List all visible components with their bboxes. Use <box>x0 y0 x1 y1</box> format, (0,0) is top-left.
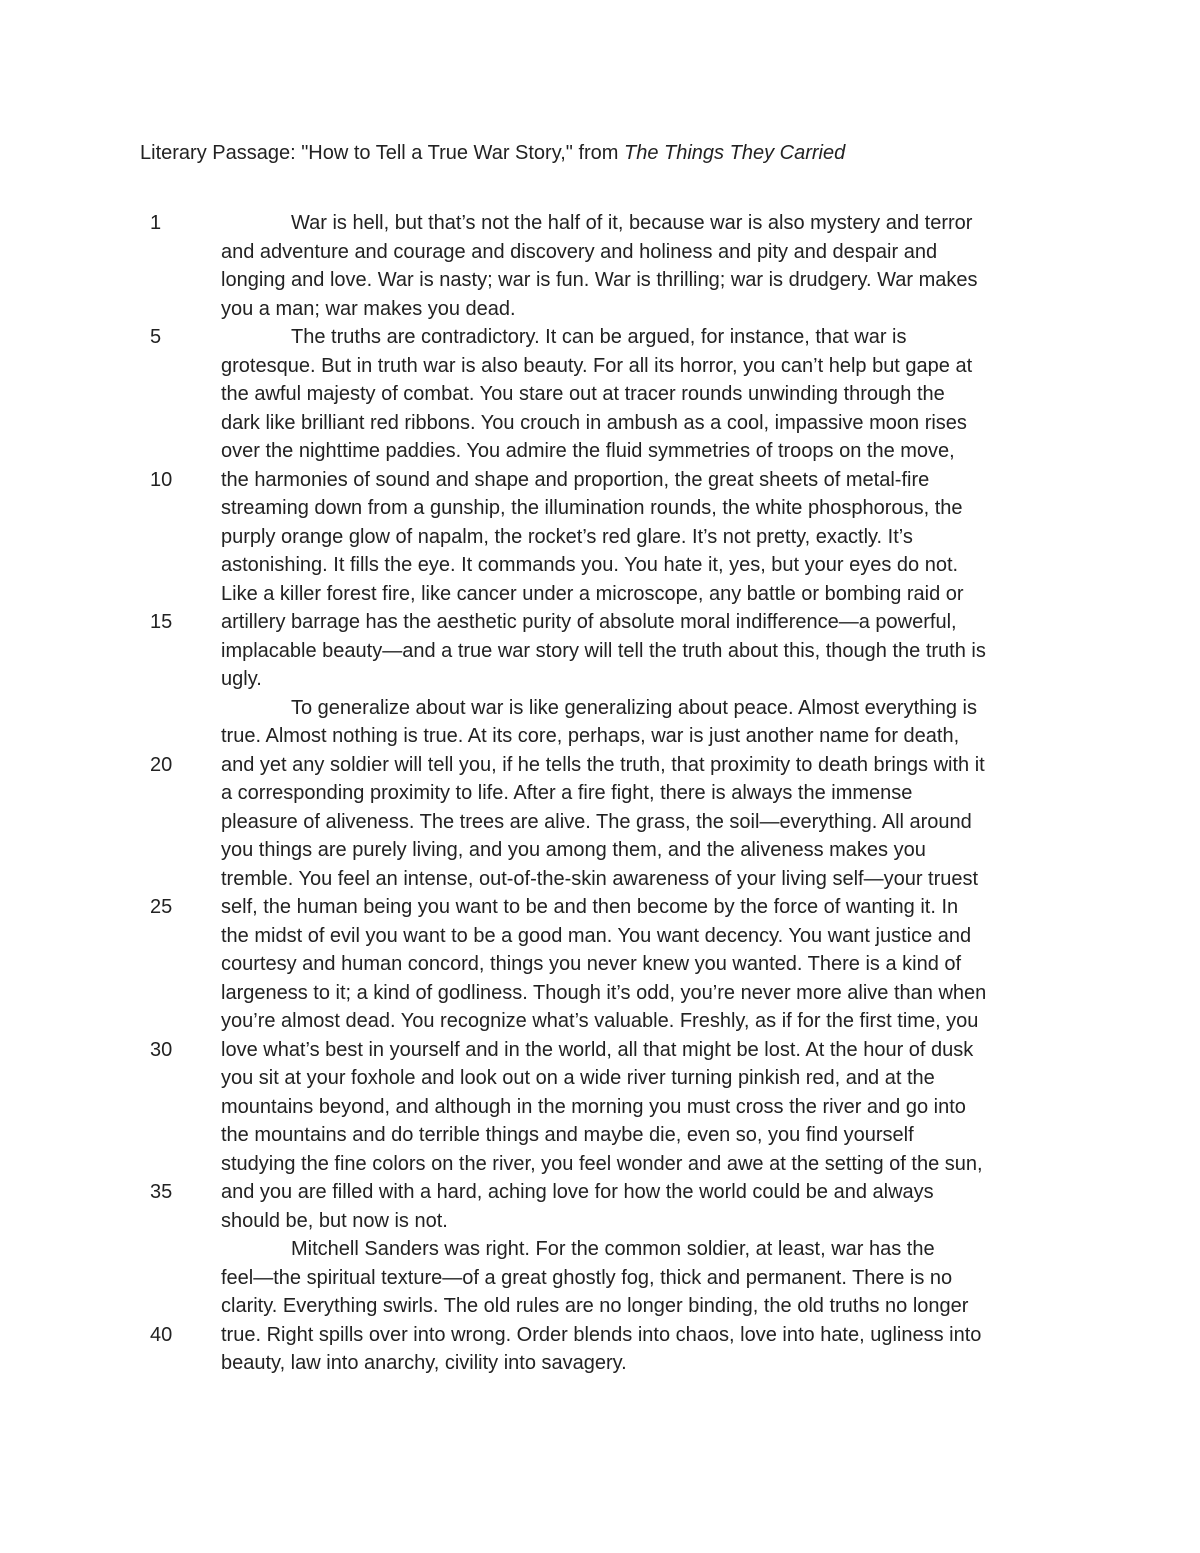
line-number: 25 <box>150 896 173 918</box>
line-text: self, the human being you want to be and then become by the force of wanting it. In <box>221 896 959 918</box>
passage-line <box>0 1150 1200 1179</box>
line-text: tremble. You feel an intense, out-of-the-skin awareness of your living self—your truest <box>221 867 979 890</box>
line-text: you’re almost dead. You recognize what’s valuable. Freshly, as if for the first time, you <box>221 1010 979 1032</box>
line-text: Like a killer forest fire, like cancer under a microscope, any battle or bombing raid or <box>221 582 964 605</box>
passage-line <box>0 1121 1200 1150</box>
passage-line <box>0 722 1200 751</box>
passage-line <box>0 1178 1200 1207</box>
line-text: over the nighttime paddies. You admire the fluid symmetries of troops on the move, <box>221 440 955 462</box>
passage-line <box>0 494 1200 523</box>
line-number: 30 <box>150 1038 173 1061</box>
line-number: 15 <box>150 611 173 633</box>
passage-line <box>0 893 1200 922</box>
line-text: the midst of evil you want to be a good man. You want decency. You want justice and <box>221 924 972 947</box>
passage-line <box>0 409 1200 438</box>
line-text: feel—the spiritual texture—of a great ghostly fog, thick and permanent. There is no <box>221 1266 953 1289</box>
line-text: clarity. Everything swirls. The old rules are no longer binding, the old truths no longer <box>221 1295 969 1317</box>
passage-line <box>0 779 1200 808</box>
passage-line <box>0 380 1200 409</box>
page-title <box>140 139 845 167</box>
line-text: studying the fine colors on the river, you feel wonder and awe at the setting of the sun, <box>221 1152 983 1175</box>
passage-line <box>0 551 1200 580</box>
passage-line <box>0 637 1200 666</box>
passage-line <box>0 266 1200 295</box>
line-text: The truths are contradictory. It can be argued, for instance, that war is <box>291 326 907 348</box>
passage-line <box>0 665 1200 694</box>
title-prefix: Literary Passage: "How to Tell a True War Story," from <box>140 142 624 164</box>
line-text: you sit at your foxhole and look out on a wide river turning pinkish red, and at the <box>221 1067 935 1089</box>
passage-line <box>0 694 1200 723</box>
line-text: a corresponding proximity to life. After a fire fight, there is always the immense <box>221 782 913 804</box>
passage-line <box>0 608 1200 637</box>
passage-line <box>0 238 1200 267</box>
line-number: 35 <box>150 1181 173 1203</box>
line-number: 5 <box>150 326 162 348</box>
line-text: the awful majesty of combat. You stare out at tracer rounds unwinding through the <box>221 383 945 405</box>
line-text: courtesy and human concord, things you never knew you wanted. There is a kind of <box>221 953 962 975</box>
line-text: true. Right spills over into wrong. Order blends into chaos, love into hate, ugliness into <box>221 1323 982 1346</box>
line-text: artillery barrage has the aesthetic purity of absolute moral indifference—a powerful, <box>221 611 957 633</box>
line-text: astonishing. It fills the eye. It commands you. You hate it, yes, but your eyes do not. <box>221 554 959 576</box>
passage-line <box>0 1036 1200 1065</box>
passage-line <box>0 1349 1200 1378</box>
passage-line <box>0 1007 1200 1036</box>
passage-line <box>0 1235 1200 1264</box>
line-text: and adventure and courage and discovery and holiness and pity and despair and <box>221 240 938 263</box>
passage-body <box>0 209 1200 1378</box>
line-number: 1 <box>150 212 162 234</box>
passage-line <box>0 352 1200 381</box>
passage-line <box>0 808 1200 837</box>
line-text: and yet any soldier will tell you, if he tells the truth, that proximity to death brings with it <box>221 753 985 776</box>
line-text: and you are filled with a hard, aching love for how the world could be and always <box>221 1181 934 1203</box>
passage-line <box>0 922 1200 951</box>
passage-line <box>0 1321 1200 1350</box>
line-text: pleasure of aliveness. The trees are alive. The grass, the soil—everything. All around <box>221 810 972 833</box>
passage-line <box>0 751 1200 780</box>
line-text: streaming down from a gunship, the illumination rounds, the white phosphorous, the <box>221 497 963 519</box>
line-text: the mountains and do terrible things and maybe die, even so, you find yourself <box>221 1124 914 1146</box>
line-number: 40 <box>150 1323 173 1346</box>
passage-line <box>0 1093 1200 1122</box>
line-text: To generalize about war is like generalizing about peace. Almost everything is <box>291 696 977 719</box>
passage-line <box>0 1264 1200 1293</box>
passage-line <box>0 580 1200 609</box>
line-text: the harmonies of sound and shape and proportion, the great sheets of metal-fire <box>221 468 930 491</box>
passage-line <box>0 1207 1200 1236</box>
line-text: War is hell, but that’s not the half of it, because war is also mystery and terror <box>291 212 973 234</box>
passage-line <box>0 466 1200 495</box>
passage-line <box>0 950 1200 979</box>
passage-line <box>0 979 1200 1008</box>
passage-line <box>0 209 1200 238</box>
passage-line <box>0 1292 1200 1321</box>
line-number: 10 <box>150 468 173 491</box>
line-text: implacable beauty—and a true war story will tell the truth about this, though the truth is <box>221 639 986 662</box>
line-text: mountains beyond, and although in the morning you must cross the river and go into <box>221 1095 966 1118</box>
passage-line <box>0 836 1200 865</box>
line-text: largeness to it; a kind of godliness. Though it’s odd, you’re never more alive than when <box>221 981 987 1004</box>
passage-line <box>0 437 1200 466</box>
line-text: you things are purely living, and you among them, and the aliveness makes you <box>221 839 926 861</box>
line-number: 20 <box>150 753 173 776</box>
line-text: grotesque. But in truth war is also beauty. For all its horror, you can’t help but gape at <box>221 354 973 377</box>
line-text: should be, but now is not. <box>221 1209 448 1232</box>
line-text: longing and love. War is nasty; war is fun. War is thrilling; war is drudgery. War makes <box>221 269 978 291</box>
passage-line <box>0 323 1200 352</box>
line-text: dark like brilliant red ribbons. You crouch in ambush as a cool, impassive moon rises <box>221 411 967 434</box>
line-text: you a man; war makes you dead. <box>221 297 516 320</box>
line-text: true. Almost nothing is true. At its core, perhaps, war is just another name for death, <box>221 725 960 747</box>
passage-line <box>0 1064 1200 1093</box>
line-text: Mitchell Sanders was right. For the common soldier, at least, war has the <box>291 1238 935 1260</box>
line-text: purply orange glow of napalm, the rocket’s red glare. It’s not pretty, exactly. It’s <box>221 525 913 548</box>
book-title: The Things They Carried <box>624 142 846 164</box>
passage-line <box>0 295 1200 324</box>
line-text: beauty, law into anarchy, civility into savagery. <box>221 1352 627 1374</box>
passage-line <box>0 865 1200 894</box>
passage-line <box>0 523 1200 552</box>
line-text: love what’s best in yourself and in the world, all that might be lost. At the hour of dusk <box>221 1038 974 1061</box>
line-text: ugly. <box>221 668 262 690</box>
